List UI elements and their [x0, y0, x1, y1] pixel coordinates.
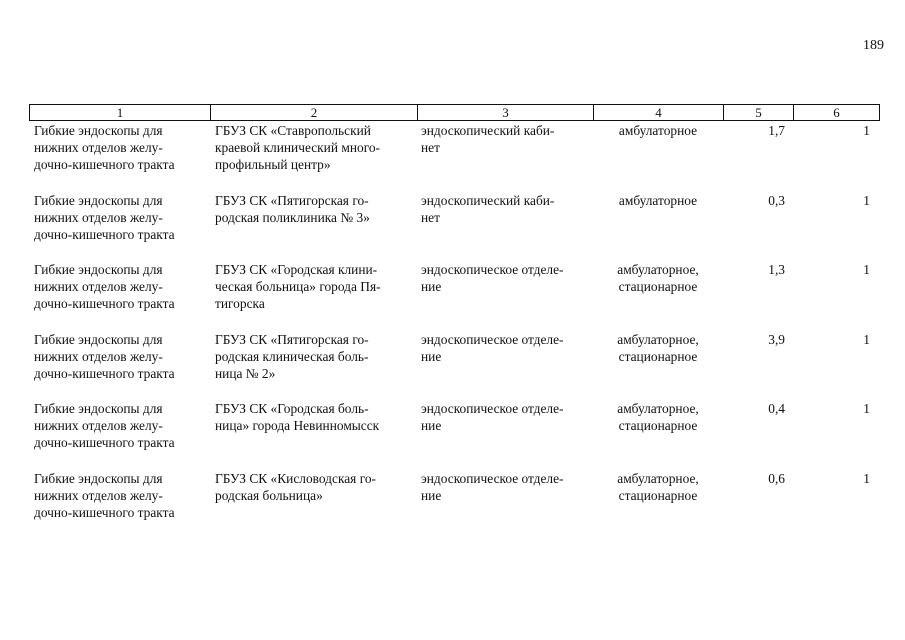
cell-line: амбулаторное, — [617, 262, 699, 277]
cell-c3 — [421, 122, 586, 156]
cell-c2 — [215, 400, 411, 434]
cell-line: эндоскопический каби- — [421, 193, 555, 208]
cell-c4 — [597, 470, 719, 504]
cell-line: дочно-кишечного тракта — [34, 227, 175, 242]
cell-c3 — [421, 261, 586, 295]
cell-c3 — [421, 331, 586, 365]
cell-line: ГБУЗ СК «Кисловодская го- — [215, 471, 377, 486]
cell-line: амбулаторное — [618, 193, 698, 208]
cell-line: нижних отделов желу- — [34, 418, 163, 433]
cell-line: родская клиническая боль- — [215, 349, 369, 364]
cell-c1 — [34, 261, 205, 312]
cell-c4 — [597, 122, 719, 139]
cell-c1 — [34, 470, 205, 521]
header-col-5: 5 — [724, 105, 794, 120]
cell-line: ние — [421, 279, 442, 294]
cell-line: дочно-кишечного тракта — [34, 505, 175, 520]
cell-c1 — [34, 331, 205, 382]
cell-line: эндоскопическое отделе- — [421, 471, 564, 486]
cell-c3 — [421, 400, 586, 434]
page-number: 189 — [863, 38, 884, 53]
cell-line: ние — [421, 488, 442, 503]
cell-line: ческая больница» города Пя- — [215, 279, 381, 294]
cell-c4 — [597, 331, 719, 365]
cell-c4 — [597, 261, 719, 295]
cell-line: амбулаторное, — [617, 401, 699, 416]
cell-line: эндоскопическое отделе- — [421, 401, 564, 416]
cell-line: дочно-кишечного тракта — [34, 157, 175, 172]
header-col-6: 6 — [833, 105, 840, 120]
cell-line: Гибкие эндоскопы для — [34, 193, 163, 208]
cell-c5: 3,9 — [768, 332, 785, 347]
table-row — [0, 192, 905, 258]
cell-line: ние — [421, 418, 442, 433]
cell-c6: 1 — [863, 262, 870, 277]
cell-line: нижних отделов желу- — [34, 210, 163, 225]
cell-c1 — [34, 192, 205, 243]
cell-line: ница» города Невинномысск — [215, 418, 380, 433]
cell-line: эндоскопическое отделе- — [421, 332, 564, 347]
header-col-3: 3 — [418, 105, 594, 120]
header-col-2: 2 — [211, 105, 418, 120]
cell-c5: 1,3 — [768, 262, 785, 277]
cell-c3 — [421, 470, 586, 504]
cell-c4 — [597, 400, 719, 434]
cell-line: ница № 2» — [215, 366, 276, 381]
cell-c2 — [215, 470, 411, 504]
cell-c2 — [215, 261, 411, 312]
cell-c5: 1,7 — [768, 123, 785, 138]
cell-line: Гибкие эндоскопы для — [34, 332, 163, 347]
cell-line: ГБУЗ СК «Городская боль- — [215, 401, 369, 416]
cell-line: амбулаторное, — [617, 332, 699, 347]
cell-line: тигорска — [215, 296, 265, 311]
cell-c6: 1 — [863, 123, 870, 138]
cell-c6: 1 — [863, 471, 870, 486]
table-row — [0, 400, 905, 466]
cell-line: эндоскопическое отделе- — [421, 262, 564, 277]
cell-line: Гибкие эндоскопы для — [34, 262, 163, 277]
cell-line: стационарное — [618, 488, 698, 503]
cell-c5: 0,4 — [768, 401, 785, 416]
cell-line: родская больница» — [215, 488, 323, 503]
cell-c5: 0,6 — [768, 471, 785, 486]
cell-c2 — [215, 122, 411, 173]
cell-line: ние — [421, 349, 442, 364]
cell-c5: 0,3 — [768, 193, 785, 208]
table-row — [0, 261, 905, 327]
cell-line: стационарное — [618, 349, 698, 364]
cell-line: дочно-кишечного тракта — [34, 296, 175, 311]
header-col-4: 4 — [594, 105, 724, 120]
cell-line: нижних отделов желу- — [34, 488, 163, 503]
cell-c3 — [421, 192, 586, 226]
cell-c1 — [34, 400, 205, 451]
cell-line: профильный центр» — [215, 157, 331, 172]
cell-line: эндоскопический каби- — [421, 123, 555, 138]
cell-line: ГБУЗ СК «Пятигорская го- — [215, 193, 369, 208]
cell-line: ГБУЗ СК «Пятигорская го- — [215, 332, 369, 347]
cell-c2 — [215, 331, 411, 382]
cell-c6: 1 — [863, 193, 870, 208]
cell-c1 — [34, 122, 205, 173]
cell-c6: 1 — [863, 332, 870, 347]
cell-line: краевой клинический много- — [215, 140, 381, 155]
table-row — [0, 331, 905, 397]
cell-line: нет — [421, 210, 440, 225]
cell-line: Гибкие эндоскопы для — [34, 401, 163, 416]
cell-line: нет — [421, 140, 440, 155]
cell-line: нижних отделов желу- — [34, 349, 163, 364]
cell-line: амбулаторное — [618, 123, 698, 138]
cell-c6: 1 — [863, 401, 870, 416]
cell-line: родская поликлиника № 3» — [215, 210, 370, 225]
cell-line: Гибкие эндоскопы для — [34, 123, 163, 138]
cell-line: ГБУЗ СК «Городская клини- — [215, 262, 378, 277]
cell-line: Гибкие эндоскопы для — [34, 471, 163, 486]
cell-line: нижних отделов желу- — [34, 279, 163, 294]
cell-line: ГБУЗ СК «Ставропольский — [215, 123, 371, 138]
cell-line: стационарное — [618, 279, 698, 294]
cell-c2 — [215, 192, 411, 226]
table-row — [0, 122, 905, 188]
cell-c4 — [597, 192, 719, 209]
cell-line: амбулаторное, — [617, 471, 699, 486]
table-header — [29, 104, 880, 121]
cell-line: нижних отделов желу- — [34, 140, 163, 155]
cell-line: дочно-кишечного тракта — [34, 366, 175, 381]
cell-line: стационарное — [618, 418, 698, 433]
table-row — [0, 470, 905, 536]
header-col-1: 1 — [30, 105, 211, 120]
cell-line: дочно-кишечного тракта — [34, 435, 175, 450]
